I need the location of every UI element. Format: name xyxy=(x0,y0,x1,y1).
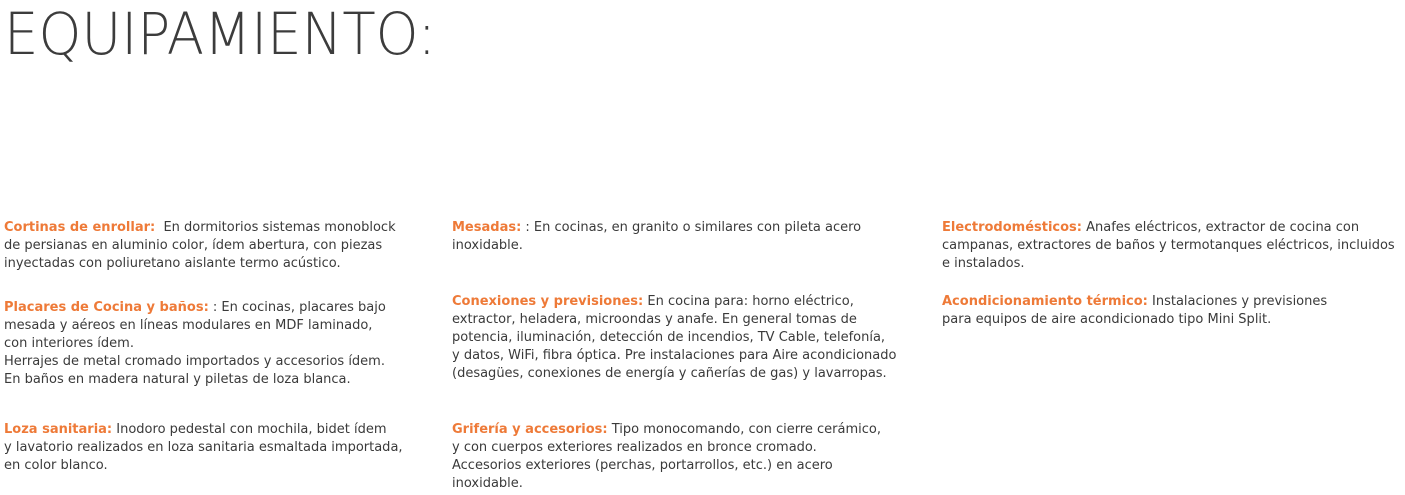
item-acond-line-1: Acondicionamiento térmico: Instalaciones y previsiones xyxy=(942,294,1328,309)
item-conexiones-label: Conexiones y previsiones: xyxy=(452,294,644,309)
item-loza xyxy=(4,421,403,475)
item-mesadas-label: Mesadas: xyxy=(452,220,522,235)
item-loza-line-3: en color blanco. xyxy=(4,458,108,473)
item-electro-label: Electrodomésticos: xyxy=(942,220,1082,235)
item-cortinas xyxy=(4,219,396,273)
item-placares-line-4: Herrajes de metal cromado importados y accesorios ídem. xyxy=(4,354,385,369)
item-mesadas-line-1: Mesadas: : En cocinas, en granito o similares con pileta acero xyxy=(452,220,862,235)
item-electrodomesticos xyxy=(942,219,1395,273)
item-mesadas-line-2: inoxidable. xyxy=(452,238,523,253)
item-acondicionamiento xyxy=(942,293,1327,329)
item-placares-line-1: Placares de Cocina y baños: : En cocinas, placares bajo xyxy=(4,300,386,315)
item-loza-line-2: y lavatorio realizados en loza sanitaria esmaltada importada, xyxy=(4,440,403,455)
item-loza-line-1: Loza sanitaria: Inodoro pedestal con mochila, bidet ídem xyxy=(4,422,387,437)
item-loza-label: Loza sanitaria: xyxy=(4,422,113,437)
item-griferia-line-3: Accesorios exteriores (perchas, portarrollos, etc.) en acero xyxy=(452,458,833,473)
item-conexiones-line-5: (desagües, conexiones de energía y cañerías de gas) y lavarropas. xyxy=(452,366,887,381)
item-cortinas-line-3: inyectadas con poliuretano aislante termo acústico. xyxy=(4,256,341,271)
item-conexiones-line-2: extractor, heladera, microondas y anafe. En general tomas de xyxy=(452,312,857,327)
item-conexiones-line-3: potencia, iluminación, detección de incendios, TV Cable, telefonía, xyxy=(452,330,886,345)
item-conexiones-line-4: y datos, WiFi, fibra óptica. Pre instalaciones para Aire acondicionado xyxy=(452,348,897,363)
item-cortinas-line-2: de persianas en aluminio color, ídem abertura, con piezas xyxy=(4,238,383,253)
item-griferia-line-4: inoxidable. xyxy=(452,476,523,491)
item-placares-line-3: con interiores ídem. xyxy=(4,336,134,351)
item-conexiones-line-1: Conexiones y previsiones: En cocina para: horno eléctrico, xyxy=(452,294,854,309)
item-placares-line-5: En baños en madera natural y piletas de loza blanca. xyxy=(4,372,351,387)
item-mesadas xyxy=(452,219,861,255)
item-acond-line-2: para equipos de aire acondicionado tipo Mini Split. xyxy=(942,312,1272,327)
item-placares-line-2: mesada y aéreos en líneas modulares en MDF laminado, xyxy=(4,318,373,333)
item-electro-line-3: e instalados. xyxy=(942,256,1025,271)
item-acond-label: Acondicionamiento térmico: xyxy=(942,294,1148,309)
item-placares-label: Placares de Cocina y baños: xyxy=(4,300,209,315)
item-griferia-label: Grifería y accesorios: xyxy=(452,422,608,437)
item-electro-line-2: campanas, extractores de baños y termotanques eléctricos, incluidos xyxy=(942,238,1395,253)
item-cortinas-line-1: Cortinas de enrollar: En dormitorios sistemas monoblock xyxy=(4,220,396,235)
item-griferia-line-1: Grifería y accesorios: Tipo monocomando, con cierre cerámico, xyxy=(452,422,881,437)
page-title: EQUIPAMIENTO: xyxy=(4,0,437,68)
item-conexiones xyxy=(452,293,896,383)
item-griferia xyxy=(452,421,881,493)
item-placares xyxy=(4,299,386,389)
item-cortinas-label: Cortinas de enrollar: xyxy=(4,220,156,235)
item-griferia-line-2: y con cuerpos exteriores realizados en bronce cromado. xyxy=(452,440,817,455)
item-electro-line-1: Electrodomésticos: Anafes eléctricos, extractor de cocina con xyxy=(942,220,1360,235)
